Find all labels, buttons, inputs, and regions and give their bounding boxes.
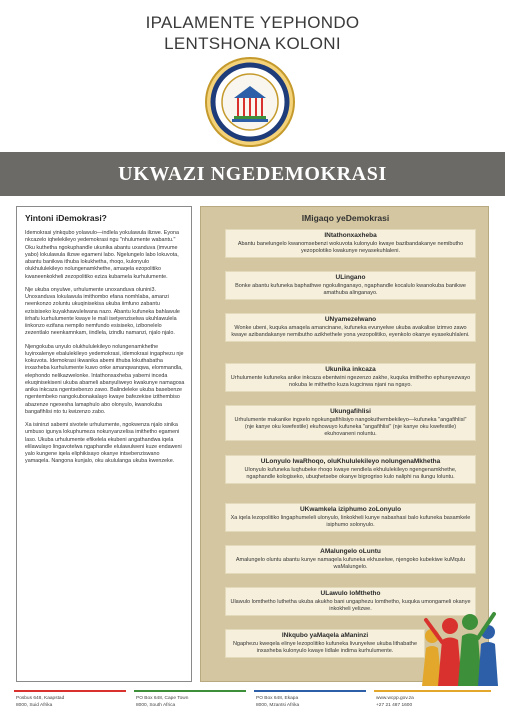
banner-title: UKWAZI NGEDEMOKRASI xyxy=(118,163,387,185)
footer-address-english xyxy=(134,690,246,721)
principle-text: Bonke abantu kufuneka baphathwe ngokulinganayo, ngaphandle kocalulo kwanokuba banikwe amathuba alinganayo. xyxy=(235,282,466,296)
principle-title: Ukungafihlisi xyxy=(330,408,371,415)
footer-address-afrikaans xyxy=(14,690,126,721)
principle-title: ULonyulo lwaRhoqo, oluKhululekileyo nolungenaMkhetha xyxy=(260,458,441,465)
footer-line: Posbus 648, Kaapstad xyxy=(16,696,65,701)
title-banner xyxy=(0,152,505,196)
people-group-icon xyxy=(418,600,500,690)
footer-color-bar xyxy=(14,690,126,692)
footer-line: PO Box 648, Cape Town xyxy=(136,696,189,701)
principle-text: Amalungelo oluntu abantu kunye namaqela kufuneka ekhuselwe, njengoko kubekiwe kuMqulu waMalungelo. xyxy=(235,556,466,570)
principle-title: UNyamezelwano xyxy=(324,316,377,323)
footer-color-bar xyxy=(254,690,366,692)
footer-website-link[interactable]: www.wcpp.gov.za xyxy=(376,696,414,701)
democracy-paragraph: Nje ukuba onyulwe, urhulumente unoxanduva olunini3. Unoxanduva lokulawula imithombo efana nomhlaba, amanzi neenkonzo zoluntu ukuqinisekisa ukuba iimfuno zabantu ezisisiseko kuyakhawulelwana nazo. Abantu kufuneka bahlawule iirhafu kurhulumente kwaye le mali isetyenziselwa ukuhlawulela iinkonzo ezifana nempilo nemfundo esisiseko, izibonelelo zezentlalo neenkamnkam, iindlela, izindlu namanzi, njalo njalo. xyxy=(25,286,180,337)
footer-color-bar xyxy=(374,690,491,692)
what-is-democracy-heading: Yintoni iDemokrasi? xyxy=(25,213,107,223)
principle-box xyxy=(225,271,476,300)
principle-title: INkqubo yaMaqela aManinzi xyxy=(281,632,369,639)
principle-title: ULawulo loMthetho xyxy=(320,590,381,597)
principle-text: Wonke ubeni, kuquka amaqela amancinane, kufuneka evunyelwe ukuba avakalise izimvo zawo kwaye azibandakanye nemibutho azikhethele yona yezopolitiko, eyenkolo okanye eyasekuhlaleni. xyxy=(231,324,470,338)
democracy-paragraph: Njengokuba unyulo olukhululekileyo nolungenamkhethe luyinxalenye ebalulekileyo yedemokrasi, idemokrasi ingaphezu nje kokuvota. Idemokrasi ikwanika abemi ithuba lokuthabatha inxaxheba kurhulumente kuwo onke amanqwanqwa, elommandla, elephondo nelikazwelonke. Intathonxaxheba yabemi inceda ekuqinisekiseni ukuba abameli abanyuliweyo kwakunye namagosa anika inkcaza ngentsebenzo zawo. Balindeleke ukuba basebenze ngentembeko nangokubonakalayo kwaye bafezekise izithembiso abazenze ngexesha lamaphulo abo olonyulo, kwanokuba bangafihlisi nto tu kwizenzo zabo. xyxy=(25,343,185,415)
principle-box xyxy=(225,405,476,441)
footer-line: 8000, Suid Afrika xyxy=(16,702,53,708)
footer xyxy=(0,690,505,721)
principles-heading: IMigaqo yeDemokrasi xyxy=(301,213,390,223)
footer-address-xhosa xyxy=(254,690,366,721)
principle-text: Ulonyulo kufuneka luqhubeke rhoqo kwaye nendlela ekhululekileyo ngengenamkhethe, ngaphandle kologiseko, ubuqhetsebe okanye bigrogriso kulo naliphi na ilungu loluntu. xyxy=(244,466,457,480)
democracy-paragraph: Idemokrasi yinkqubo yolawulo—indlela yokulawula ilizwe. Eyona nkcazelo iqhelekileyo yedemokrasi ngu "nhulumente wabantu." Oku kuthetha ngokuphandle ukunika abantu uxanduva (imvume yabo) lokulawula ilizwe egameni labo. Ngelungelo labo lokuvota, abantu banikwa ithuba lokukhetha, rhoqo, kulonyulo olukhululekileyo nolungenamkhethe, amaqela ezopolitiko kwaneenkokheli zezopolitiko eziza kubamela kurhulumente. xyxy=(25,230,180,280)
footer-line: 8000, Mzantsi Afrika xyxy=(256,702,300,708)
footer-line: PO Box 648, Ekapa xyxy=(256,696,299,701)
principle-text: Urhulumente makanike ingxelo ngokungafihlisiyo nangokuthembekileyo—kufuneka "angafihlisi" (nje kanye oku kwefestile) ekuhowuyo kufuneka "angafihlisi" (nje kanye oku kwefestile) ekuhovaneni noluntu. xyxy=(234,416,467,437)
principle-box xyxy=(225,629,425,658)
principle-box xyxy=(225,503,476,532)
principle-title: ULingano xyxy=(335,274,366,281)
parliament-title-line1: IPALAMENTE YEPHONDO xyxy=(145,13,360,32)
principle-text: Xa iqela lezopolitiko lingaphumeleli ulonyulo, linkokheli kunye nabaxhasi balo kufuneka basamkele isiphumo solonyulo. xyxy=(230,514,471,528)
principle-box xyxy=(225,545,476,574)
principle-text: Ulawulo lomthetho luthetha ukuba akukho bani ungaphezu lomthetho, kuquka umongameli okanye inkokheli yelizwe. xyxy=(230,598,471,612)
parliament-seal-icon xyxy=(204,56,296,148)
principle-box xyxy=(225,313,476,342)
democracy-paragraph: Xa isininzi sabemi sivotele urhulumente, ngokwenza njalo sinika umbuso igunya lokuphumeza nokunyanzelisa imithetho egameni laso. Ukuba urhulumente efikelela ekubeni angathandwa iqela elilawulayo lingavotelwa ngaphandle elulawulweni kuze endaweni yalo kungene iqela eliphikisayo okanye intsebenziswano yamaqela. Nangona kunjalo, oku akululanga ukuba kwenzeke. xyxy=(25,422,182,465)
principle-title: INtathonxaxheba xyxy=(324,232,377,239)
footer-line: 8000, South Africa xyxy=(136,702,176,708)
principle-text: Urhulumente kufuneka anike inkcaza ebentwini ngezenzo zakhe, kuquka imithetho ephunyezwayo nokuba le mithetho kuza kugcinwa njani na ngayo. xyxy=(230,374,471,388)
parliament-title xyxy=(0,12,505,54)
principle-text: Abantu banelungelo kwanomsebenzi wokuvota kulonyulo kwaye bazibandakanye nemibutho yezopolotiko kwakunye neyasekuhlaleni. xyxy=(237,240,464,254)
principle-box xyxy=(225,363,476,392)
principle-title: UKwamkela iziphumo zoLonyulo xyxy=(299,506,402,513)
principle-box xyxy=(225,229,476,258)
principle-box xyxy=(225,455,476,484)
footer-contact xyxy=(374,690,491,721)
parliament-title-line2: LENTSHONA KOLONI xyxy=(164,34,341,53)
footer-color-bar xyxy=(134,690,246,692)
principle-title: Ukunika inkcaza xyxy=(325,366,376,373)
what-is-democracy-panel xyxy=(16,206,192,682)
principle-title: AMalungelo oLuntu xyxy=(320,548,381,555)
principle-text: Ngaphezu kweqela elinye lezopolitiko kufuneka livunyelwe ukuba lithabathe inxaxheba kulonyulo kwaye lidlale indima kurhulumente. xyxy=(232,640,418,654)
footer-phone: +27 21 487 1600 xyxy=(376,702,413,708)
